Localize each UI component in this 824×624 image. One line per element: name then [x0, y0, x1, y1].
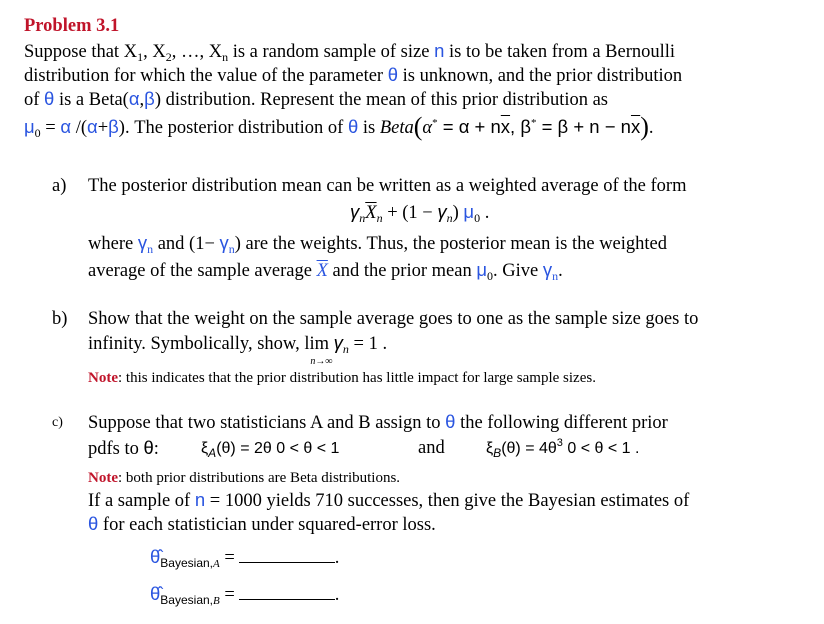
part-b-line-2: infinity. Symbolically, show, lim n→∞ $\gamma_n = 1$ .: [88, 332, 388, 367]
part-a-line-2: where $\gamma_n$ and $(1- \gamma_n)$ are the weights. Thus, the posterior mean is the weighted: [88, 232, 668, 256]
estimate-b-blank[interactable]: [239, 589, 335, 600]
part-c-line-2: pdfs to θ:: [88, 437, 159, 459]
part-b-note: Note: this indicates that the prior distribution has little impact for large sample sizes.: [88, 370, 596, 386]
problem-title: Problem 3.1: [24, 16, 120, 36]
pdf-and: and: [418, 438, 445, 458]
intro-line-4: $\mu_0 = \alpha$ /(α+β). The posterior distribution of θ is Beta(α* = $\alpha + n\overline{x}$, $\beta^* = \beta + n - n\overline{x}$).: [24, 112, 654, 141]
estimate-a: $\thetâ_{Bayesian,A}$ = .: [150, 546, 340, 570]
part-a-formula: $\gamma_n\overline{X}_n + (1 - \gamma_n)$ $\mu_0$ .: [350, 201, 490, 225]
part-a-line-1: The posterior distribution mean can be written as a weighted average of the form: [88, 176, 687, 196]
part-a-label: a): [52, 176, 67, 196]
intro-line-3: of θ is a Beta(α,β) distribution. Represent the mean of this prior distribution as: [24, 88, 609, 110]
part-a-line-3: average of the sample average $\overline{X}$ and the prior mean $\mu_0$. Give $\gamma_n$.: [88, 259, 563, 283]
part-c-line-1: Suppose that two statisticians A and B assign to θ the following different prior: [88, 411, 668, 433]
part-c-line-3: If a sample of n = 1000 yields 710 successes, then give the Bayesian estimates of: [88, 489, 690, 511]
part-c-line-4: θ for each statistician under squared-error loss.: [88, 513, 436, 535]
part-c-label: c): [52, 415, 63, 430]
estimate-b: $\thetâ_{Bayesian,B}$ = .: [150, 583, 340, 607]
pdf-b: $\xi_B(\theta) = 4\theta^3$ 0 < θ < 1 .: [486, 437, 640, 460]
pdf-a: $\xi_A(\theta) = 2\theta$ 0 < θ < 1: [201, 440, 340, 460]
part-b-label: b): [52, 309, 68, 329]
estimate-a-blank[interactable]: [239, 552, 335, 563]
intro-line-2: distribution for which the value of the parameter θ is unknown, and the prior distribution: [24, 64, 683, 86]
part-b-line-1: Show that the weight on the sample average goes to one as the sample size goes to: [88, 309, 699, 329]
intro-line-1: Suppose that $X_1$, $X_2$, …, $X_n$ is a random sample of size n is to be taken from a Bernoulli: [24, 40, 676, 64]
part-c-note: Note: both prior distributions are Beta distributions.: [88, 470, 401, 486]
